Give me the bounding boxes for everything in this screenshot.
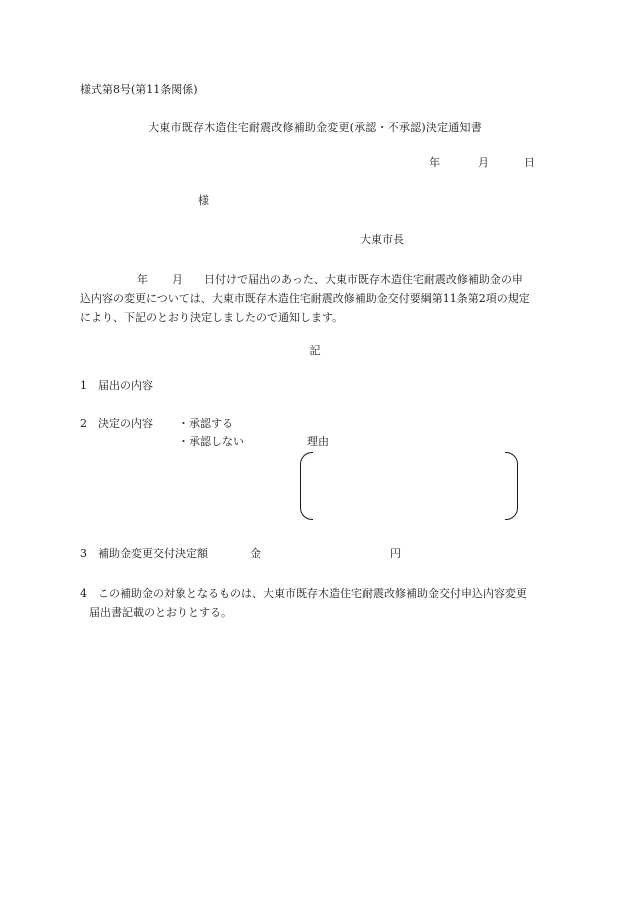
item-2-decision-content: 2 決定の内容 [80, 417, 153, 430]
date-year-label: 年 [429, 156, 440, 169]
item-4-subject [80, 584, 527, 622]
item-4-line-1: 4 この補助金の対象となるものは、大東市既存木造住宅耐震改修補助金交付申込内容変更 [80, 587, 527, 600]
form-number: 様式第8号(第11条関係) [80, 83, 198, 96]
option-disapprove: ・承認しない [178, 435, 244, 448]
body-month-label: 月 [172, 273, 183, 286]
document-title: 大東市既存木造住宅耐震改修補助金変更(承認・不承認)決定通知書 [148, 121, 482, 134]
item-3-grant-amount: 3 補助金変更交付決定額 [80, 547, 208, 560]
body-line-1-text: 日付けで届出のあった、大東市既存木造住宅耐震改修補助金の申 [204, 273, 523, 286]
body-line-3: により、下記のとおり決定しましたので通知します。 [80, 311, 344, 324]
item-4-line-2: 届出書記載のとおりとする。 [89, 606, 232, 619]
date-day-label: 日 [524, 156, 535, 169]
item-1-notification-content: 1 届出の内容 [80, 379, 153, 392]
date-month-label: 月 [478, 156, 489, 169]
reason-label: 理由 [307, 435, 329, 448]
notice-body [80, 270, 556, 327]
reason-bracket-left [300, 452, 313, 520]
addressee-suffix: 様 [198, 194, 209, 207]
body-line-1 [80, 270, 556, 289]
ki-heading: 記 [309, 344, 321, 357]
reason-bracket-right [505, 452, 518, 520]
option-approve: ・承認する [178, 417, 233, 430]
amount-prefix: 金 [250, 547, 261, 560]
body-year-label: 年 [137, 273, 148, 286]
body-line-2: 込内容の変更については、大東市既存木造住宅耐震改修補助金交付要綱第11条第2項の規定 [80, 292, 530, 305]
issuer-name: 大東市長 [360, 233, 404, 246]
amount-suffix: 円 [390, 547, 401, 560]
